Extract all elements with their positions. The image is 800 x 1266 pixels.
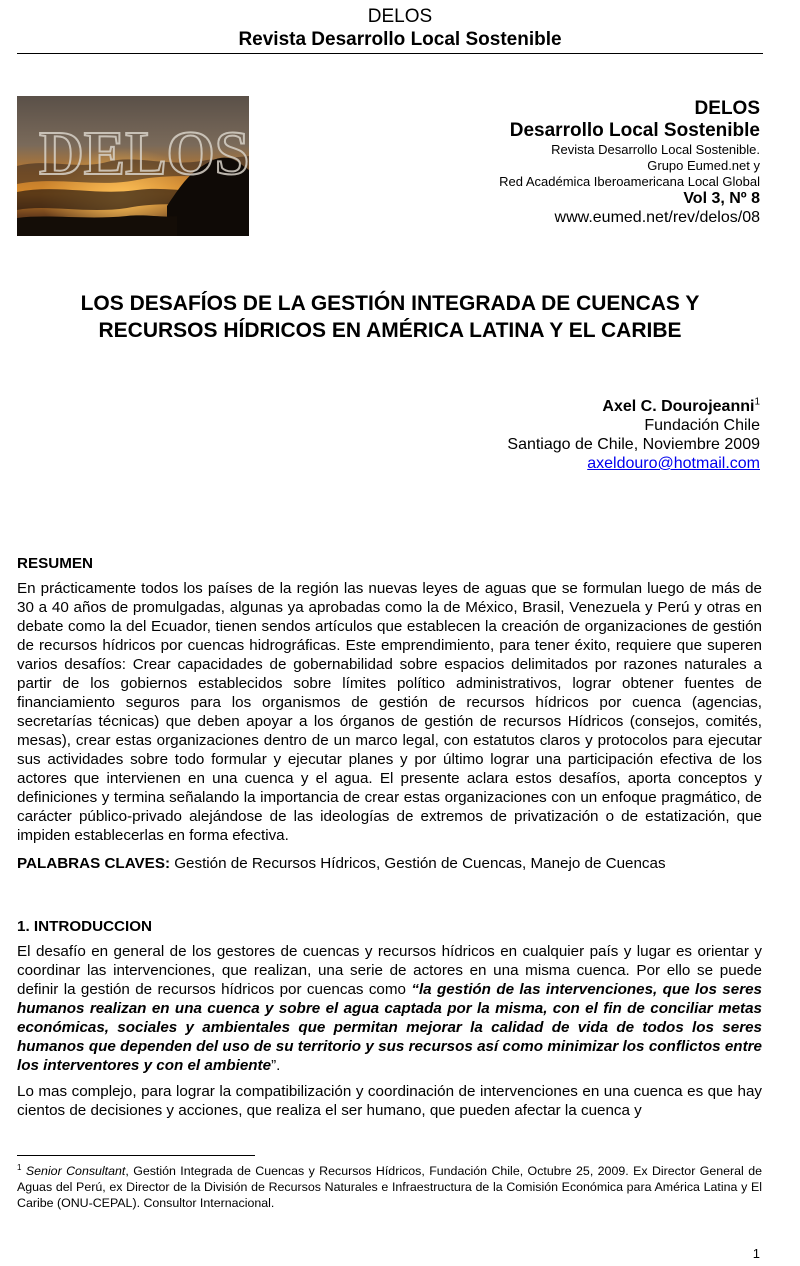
logo-text: DELOS [39, 120, 249, 188]
header-rule [17, 53, 763, 54]
author-block [340, 397, 760, 473]
author-footnote-mark: 1 [754, 396, 760, 408]
running-header-journal: DELOS [367, 6, 433, 27]
article-body [17, 554, 762, 1120]
introduction-heading: 1. INTRODUCCION [17, 918, 153, 935]
intro-p1-definition: “la gestión de las intervenciones, que los seres humanos realizan en una cuenca y sobre el agua captada por la misma, con el fin de conciliar metas económicas, sociales y ambientales que permitan mejorar la calidad de vida de todos los seres humanos que dependen del uso de su territorio y sus recursos así como minimizar los conflictos entre los interventores y con el ambiente [17, 981, 762, 1074]
resumen-heading: RESUMEN [17, 555, 93, 572]
keywords-text: Gestión de Recursos Hídricos, Gestión de Cuencas, Manejo de Cuencas [170, 855, 666, 872]
journal-subtitle: Desarrollo Local Sostenible [509, 120, 760, 141]
journal-line-1: Revista Desarrollo Local Sostenible. [551, 142, 760, 157]
intro-p1-text: El desafío en general de los gestores de cuencas y recursos hídricos en cualquier país y lugar es orientar y coordinar las intervenciones, que realizan, una serie de actores en una misma cuenca. Por ello se puede definir la gestión de recursos hídricos por cuencas como [17, 943, 762, 998]
running-header-subtitle: Revista Desarrollo Local Sostenible [238, 29, 562, 50]
introduction-paragraph-2: Lo mas complejo, para lograr la compatibilización y coordinación de intervenciones en una cuenca es que hay cientos de decisiones y acciones, que realiza el ser humano, que pueden afectar la cuenca y [17, 1083, 762, 1119]
delos-logo [17, 96, 249, 236]
journal-info [340, 98, 760, 228]
intro-p1-end: ”. [271, 1057, 281, 1074]
author-name-line [340, 397, 760, 416]
author-name: Axel C. Dourojeanni [602, 398, 755, 415]
journal-volume: Vol 3, Nº 8 [683, 190, 760, 207]
footnote [17, 1163, 762, 1211]
author-place-date: Santiago de Chile, Noviembre 2009 [507, 436, 760, 453]
paper-title-line-1: LOS DESAFÍOS DE LA GESTIÓN INTEGRADA DE CUENCAS Y [80, 292, 700, 315]
footnote-role: Senior Consultant [25, 1164, 126, 1178]
journal-title: DELOS [694, 98, 760, 119]
page-number: 1 [752, 1246, 760, 1261]
journal-line-2: Grupo Eumed.net y [647, 158, 760, 173]
running-header [0, 6, 800, 51]
footnote-mark: 1 [17, 1162, 22, 1172]
footnote-text: , Gestión Integrada de Cuencas y Recursos Hídricos, Fundación Chile, Octubre 25, 2009. Ex Director General de Aguas del Perú, ex Director de la División de Recursos Naturales e Infraestructura de la Comisión Económica para América Latina y El Caribe (ONU-CEPAL). Consultor Internacional. [17, 1164, 763, 1210]
journal-url: www.eumed.net/rev/delos/08 [554, 209, 760, 226]
author-affiliation: Fundación Chile [644, 417, 760, 434]
paper-title [30, 290, 750, 344]
resumen-paragraph: En prácticamente todos los países de la región las nuevas leyes de aguas que se formulan luego de más de 30 a 40 años de promulgadas, algunas ya aprobadas como la de México, Brasil, Venezuela y Perú y otras en debate como la del Ecuador, tienen sendos artículos que establecen la creación de organizaciones de gestión de recursos hídricos por cuencas hidrográficas. Este emprendimiento, para tener éxito, requiere que superen varios desafíos: Crear capacidades de gobernabilidad sobre espacios delimitados por razones naturales a partir de los gobiernos establecidos sobre límites político administrativos, lograr obtener fuentes de financiamiento seguros para los organismos de gestión de recursos hídricos por cuenca (agencias, secretarías técnicas) que deben apoyar a los órganos de gestión de recursos Hídricos (consejos, comités, mesas), crear estas organizaciones dentro de un marco legal, con estatutos claros y protocolos para ejecutar sus actividades sobre todo formular y ejecutar planes y por último lograr una participación efectiva de los actores que intervienen en una cuenca y el agua. El presente aclara estos desafíos, aporta conceptos y definiciones y termina señalando la importancia de crear estas organizaciones con un enfoque pragmático, de carácter público-privado alejándose de las ideologías de extremos de privatización o de estatización, que impiden establecerlas en forma efectiva. [17, 580, 762, 844]
paper-title-line-2: RECURSOS HÍDRICOS EN AMÉRICA LATINA Y EL CARIBE [98, 319, 682, 342]
sunset-logo-image [17, 96, 249, 236]
keywords-label: PALABRAS CLAVES: [17, 855, 171, 872]
introduction-paragraph-1 [17, 942, 762, 1075]
footnote-rule [17, 1155, 255, 1156]
keywords [17, 854, 762, 873]
author-email-link[interactable]: axeldouro@hotmail.com [587, 455, 760, 472]
journal-line-3: Red Académica Iberoamericana Local Global [499, 174, 760, 189]
